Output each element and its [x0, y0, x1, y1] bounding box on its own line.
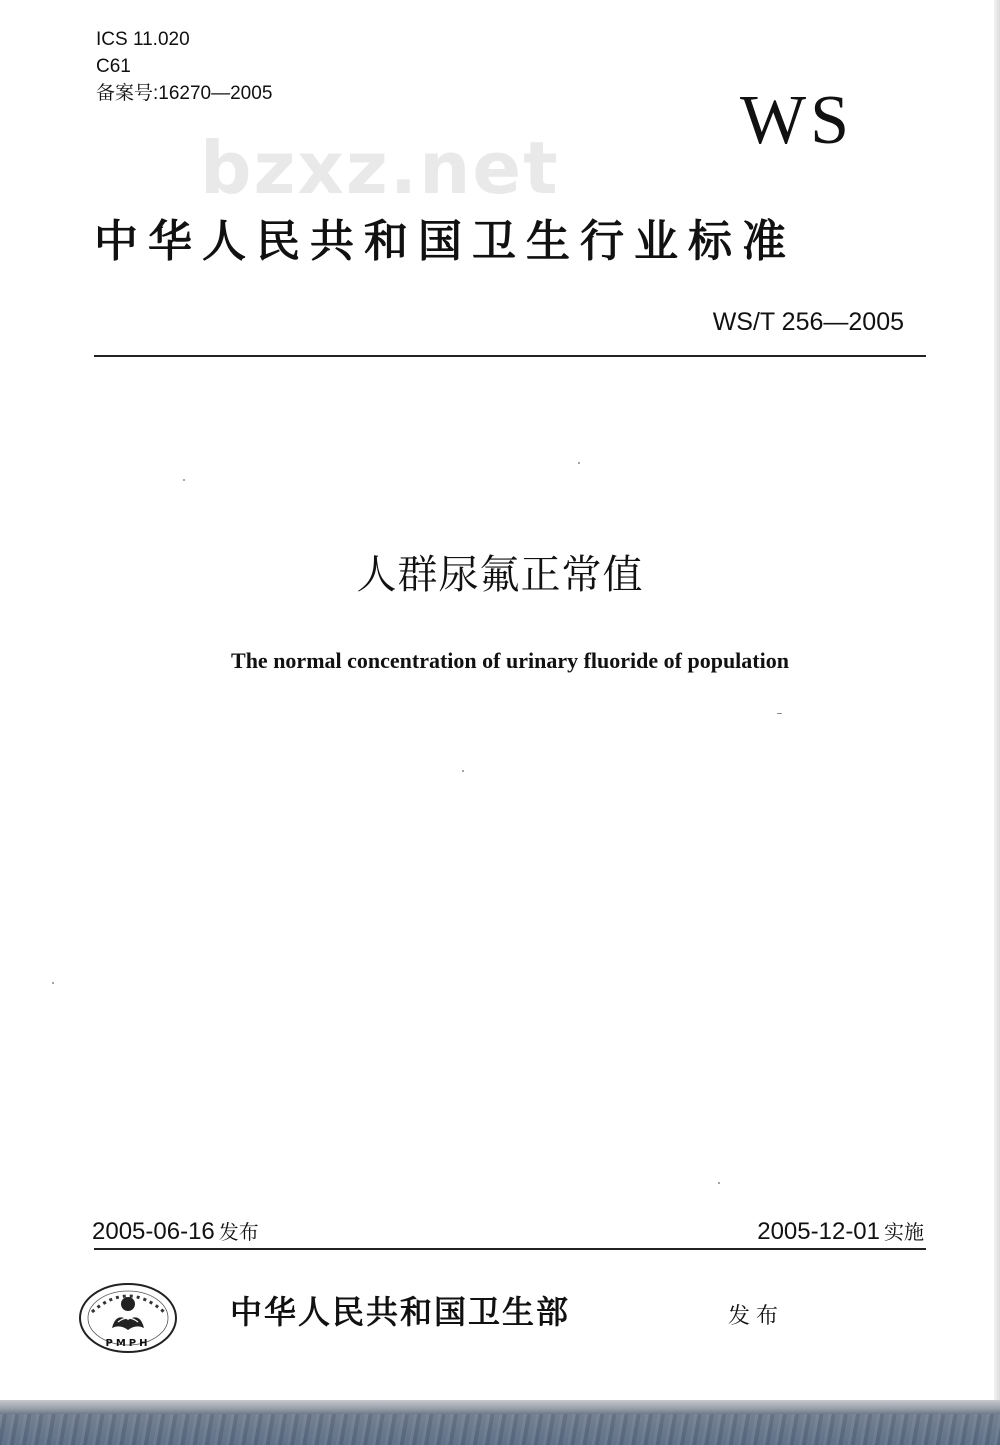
publisher-name: 中华人民共和国卫生部 — [230, 1293, 571, 1331]
scanner-background-band — [0, 1400, 1000, 1445]
standard-category-title: 中华人民共和国卫生行业标准 — [94, 216, 796, 267]
classification-block — [96, 26, 272, 107]
bottom-divider — [94, 1248, 926, 1250]
ics-code: ICS 11.020 — [96, 29, 190, 50]
ws-logo: WS — [740, 82, 853, 159]
scan-speck — [462, 770, 464, 772]
issue-label: 发布 — [218, 1220, 259, 1244]
publisher-label: 发布 — [728, 1304, 785, 1329]
scan-speck — [777, 713, 782, 714]
document-title-chinese: 人群尿氟正常值 — [356, 552, 644, 598]
scan-speck — [578, 462, 580, 464]
watermark: bzxz.net — [200, 126, 560, 210]
effective-date: 2005-12-01 — [757, 1218, 880, 1245]
top-divider — [94, 355, 926, 357]
page-edge-shadow — [994, 0, 1000, 1400]
effective-label: 实施 — [884, 1220, 924, 1244]
publisher-seal-text: PMPH — [105, 1338, 151, 1349]
issue-date-line — [92, 1216, 259, 1246]
standard-number: WS/T 256—2005 — [712, 308, 904, 336]
scan-speck — [52, 982, 54, 984]
publisher-seal-icon — [78, 1282, 178, 1354]
issue-date: 2005-06-16 — [92, 1218, 215, 1245]
effective-date-line — [757, 1216, 924, 1246]
record-number: 备案号:16270—2005 — [96, 83, 273, 104]
scan-speck — [718, 1182, 720, 1184]
ccs-code: C61 — [96, 56, 131, 77]
document-title-english: The normal concentration of urinary fluoride of population — [231, 648, 789, 673]
scan-speck — [183, 479, 185, 481]
